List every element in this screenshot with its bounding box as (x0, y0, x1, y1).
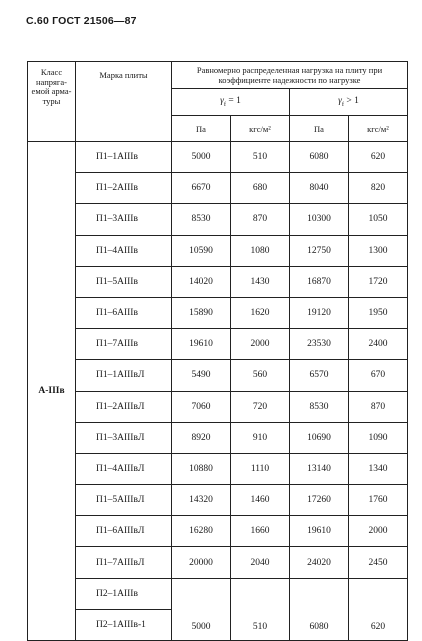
kgs-cell: 1300 (349, 235, 408, 266)
header-gamma-eq-1: $\gamma_f = 1$ (172, 89, 290, 116)
kgs-cell: 2000 (349, 516, 408, 547)
brand-cell: П2–1АIIIв (76, 578, 172, 609)
kgs-cell: 1660 (231, 516, 290, 547)
pa-cell: 8530 (290, 391, 349, 422)
table-row (28, 266, 408, 297)
header-load: Равномерно распределенная нагрузка на плиту при коэффициенте надежности по нагрузке (172, 62, 408, 89)
load-table (27, 61, 408, 641)
pa-cell: 16280 (172, 516, 231, 547)
header-unit-kgs-2: кгс/м² (349, 116, 408, 142)
kgs-cell: 720 (231, 391, 290, 422)
table-row (28, 329, 408, 360)
kgs-cell: 2400 (349, 329, 408, 360)
kgs-cell: 870 (231, 204, 290, 235)
page-header: С.60 ГОСТ 21506—87 (26, 15, 137, 27)
brand-cell: П1–2АIIIвЛ (76, 391, 172, 422)
pa-cell: 6570 (290, 360, 349, 391)
pa-cell: 24020 (290, 547, 349, 578)
kgs-cell: 620 (349, 578, 408, 640)
pa-cell: 10690 (290, 422, 349, 453)
kgs-cell: 1460 (231, 485, 290, 516)
pa-cell: 5490 (172, 360, 231, 391)
kgs-cell: 680 (231, 173, 290, 204)
pa-cell: 19610 (172, 329, 231, 360)
kgs-cell: 1080 (231, 235, 290, 266)
brand-cell: П2–1АIIIв-1 (76, 609, 172, 640)
kgs-cell: 1340 (349, 453, 408, 484)
kgs-cell: 620 (349, 142, 408, 173)
kgs-cell: 2450 (349, 547, 408, 578)
pa-cell: 15890 (172, 297, 231, 328)
header-unit-pa-1: Па (172, 116, 231, 142)
kgs-cell: 560 (231, 360, 290, 391)
kgs-cell: 870 (349, 391, 408, 422)
pa-cell: 8530 (172, 204, 231, 235)
header-unit-kgs-1: кгс/м² (231, 116, 290, 142)
kgs-cell: 1110 (231, 453, 290, 484)
pa-cell: 17260 (290, 485, 349, 516)
table-row (28, 297, 408, 328)
kgs-cell: 910 (231, 422, 290, 453)
pa-cell: 14320 (172, 485, 231, 516)
kgs-cell: 510 (231, 578, 290, 640)
kgs-cell: 1430 (231, 266, 290, 297)
pa-cell: 14020 (172, 266, 231, 297)
kgs-cell: 2000 (231, 329, 290, 360)
pa-cell: 12750 (290, 235, 349, 266)
pa-cell: 23530 (290, 329, 349, 360)
brand-cell: П1–6АIIIв (76, 297, 172, 328)
brand-cell: П1–5АIIIв (76, 266, 172, 297)
table-row (28, 142, 408, 173)
pa-cell: 13140 (290, 453, 349, 484)
pa-cell: 7060 (172, 391, 231, 422)
pa-cell: 6080 (290, 142, 349, 173)
pa-cell: 5000 (172, 142, 231, 173)
brand-cell: П1–1АIIIв (76, 142, 172, 173)
table-row (28, 360, 408, 391)
pa-cell: 5000 (172, 578, 231, 640)
brand-cell: П1–3АIIIв (76, 204, 172, 235)
table-row (28, 391, 408, 422)
table-row (28, 422, 408, 453)
pa-cell: 10880 (172, 453, 231, 484)
pa-cell: 19610 (290, 516, 349, 547)
kgs-cell: 1050 (349, 204, 408, 235)
pa-cell: 6080 (290, 578, 349, 640)
table-row (28, 235, 408, 266)
brand-cell: П1–6АIIIвЛ (76, 516, 172, 547)
pa-cell: 6670 (172, 173, 231, 204)
pa-cell: 20000 (172, 547, 231, 578)
table-row (28, 453, 408, 484)
brand-cell: П1–7АIIIв (76, 329, 172, 360)
pa-cell: 8920 (172, 422, 231, 453)
kgs-cell: 1620 (231, 297, 290, 328)
kgs-cell: 1720 (349, 266, 408, 297)
header-gamma-gt-1: $\gamma_f > 1$ (290, 89, 408, 116)
table-row (28, 173, 408, 204)
pa-cell: 8040 (290, 173, 349, 204)
header-class: Класс напряга-емой арма-туры (28, 62, 76, 142)
brand-cell: П1–2АIIIв (76, 173, 172, 204)
kgs-cell: 820 (349, 173, 408, 204)
table-row (28, 547, 408, 578)
table-row (28, 204, 408, 235)
pa-cell: 10590 (172, 235, 231, 266)
brand-cell: П1–1АIIIвЛ (76, 360, 172, 391)
pa-cell: 10300 (290, 204, 349, 235)
kgs-cell: 1760 (349, 485, 408, 516)
brand-cell: П1–7АIIIвЛ (76, 547, 172, 578)
kgs-cell: 510 (231, 142, 290, 173)
class-cell: A-IIIв (28, 142, 76, 641)
header-unit-pa-2: Па (290, 116, 349, 142)
brand-cell: П1–3АIIIвЛ (76, 422, 172, 453)
pa-cell: 19120 (290, 297, 349, 328)
kgs-cell: 1090 (349, 422, 408, 453)
kgs-cell: 1950 (349, 297, 408, 328)
kgs-cell: 2040 (231, 547, 290, 578)
brand-cell: П1–5АIIIвЛ (76, 485, 172, 516)
brand-cell: П1–4АIIIв (76, 235, 172, 266)
table-row (28, 516, 408, 547)
header-brand: Марка плиты (76, 62, 172, 142)
pa-cell: 16870 (290, 266, 349, 297)
table-row (28, 485, 408, 516)
kgs-cell: 670 (349, 360, 408, 391)
table-row (28, 578, 408, 609)
brand-cell: П1–4АIIIвЛ (76, 453, 172, 484)
